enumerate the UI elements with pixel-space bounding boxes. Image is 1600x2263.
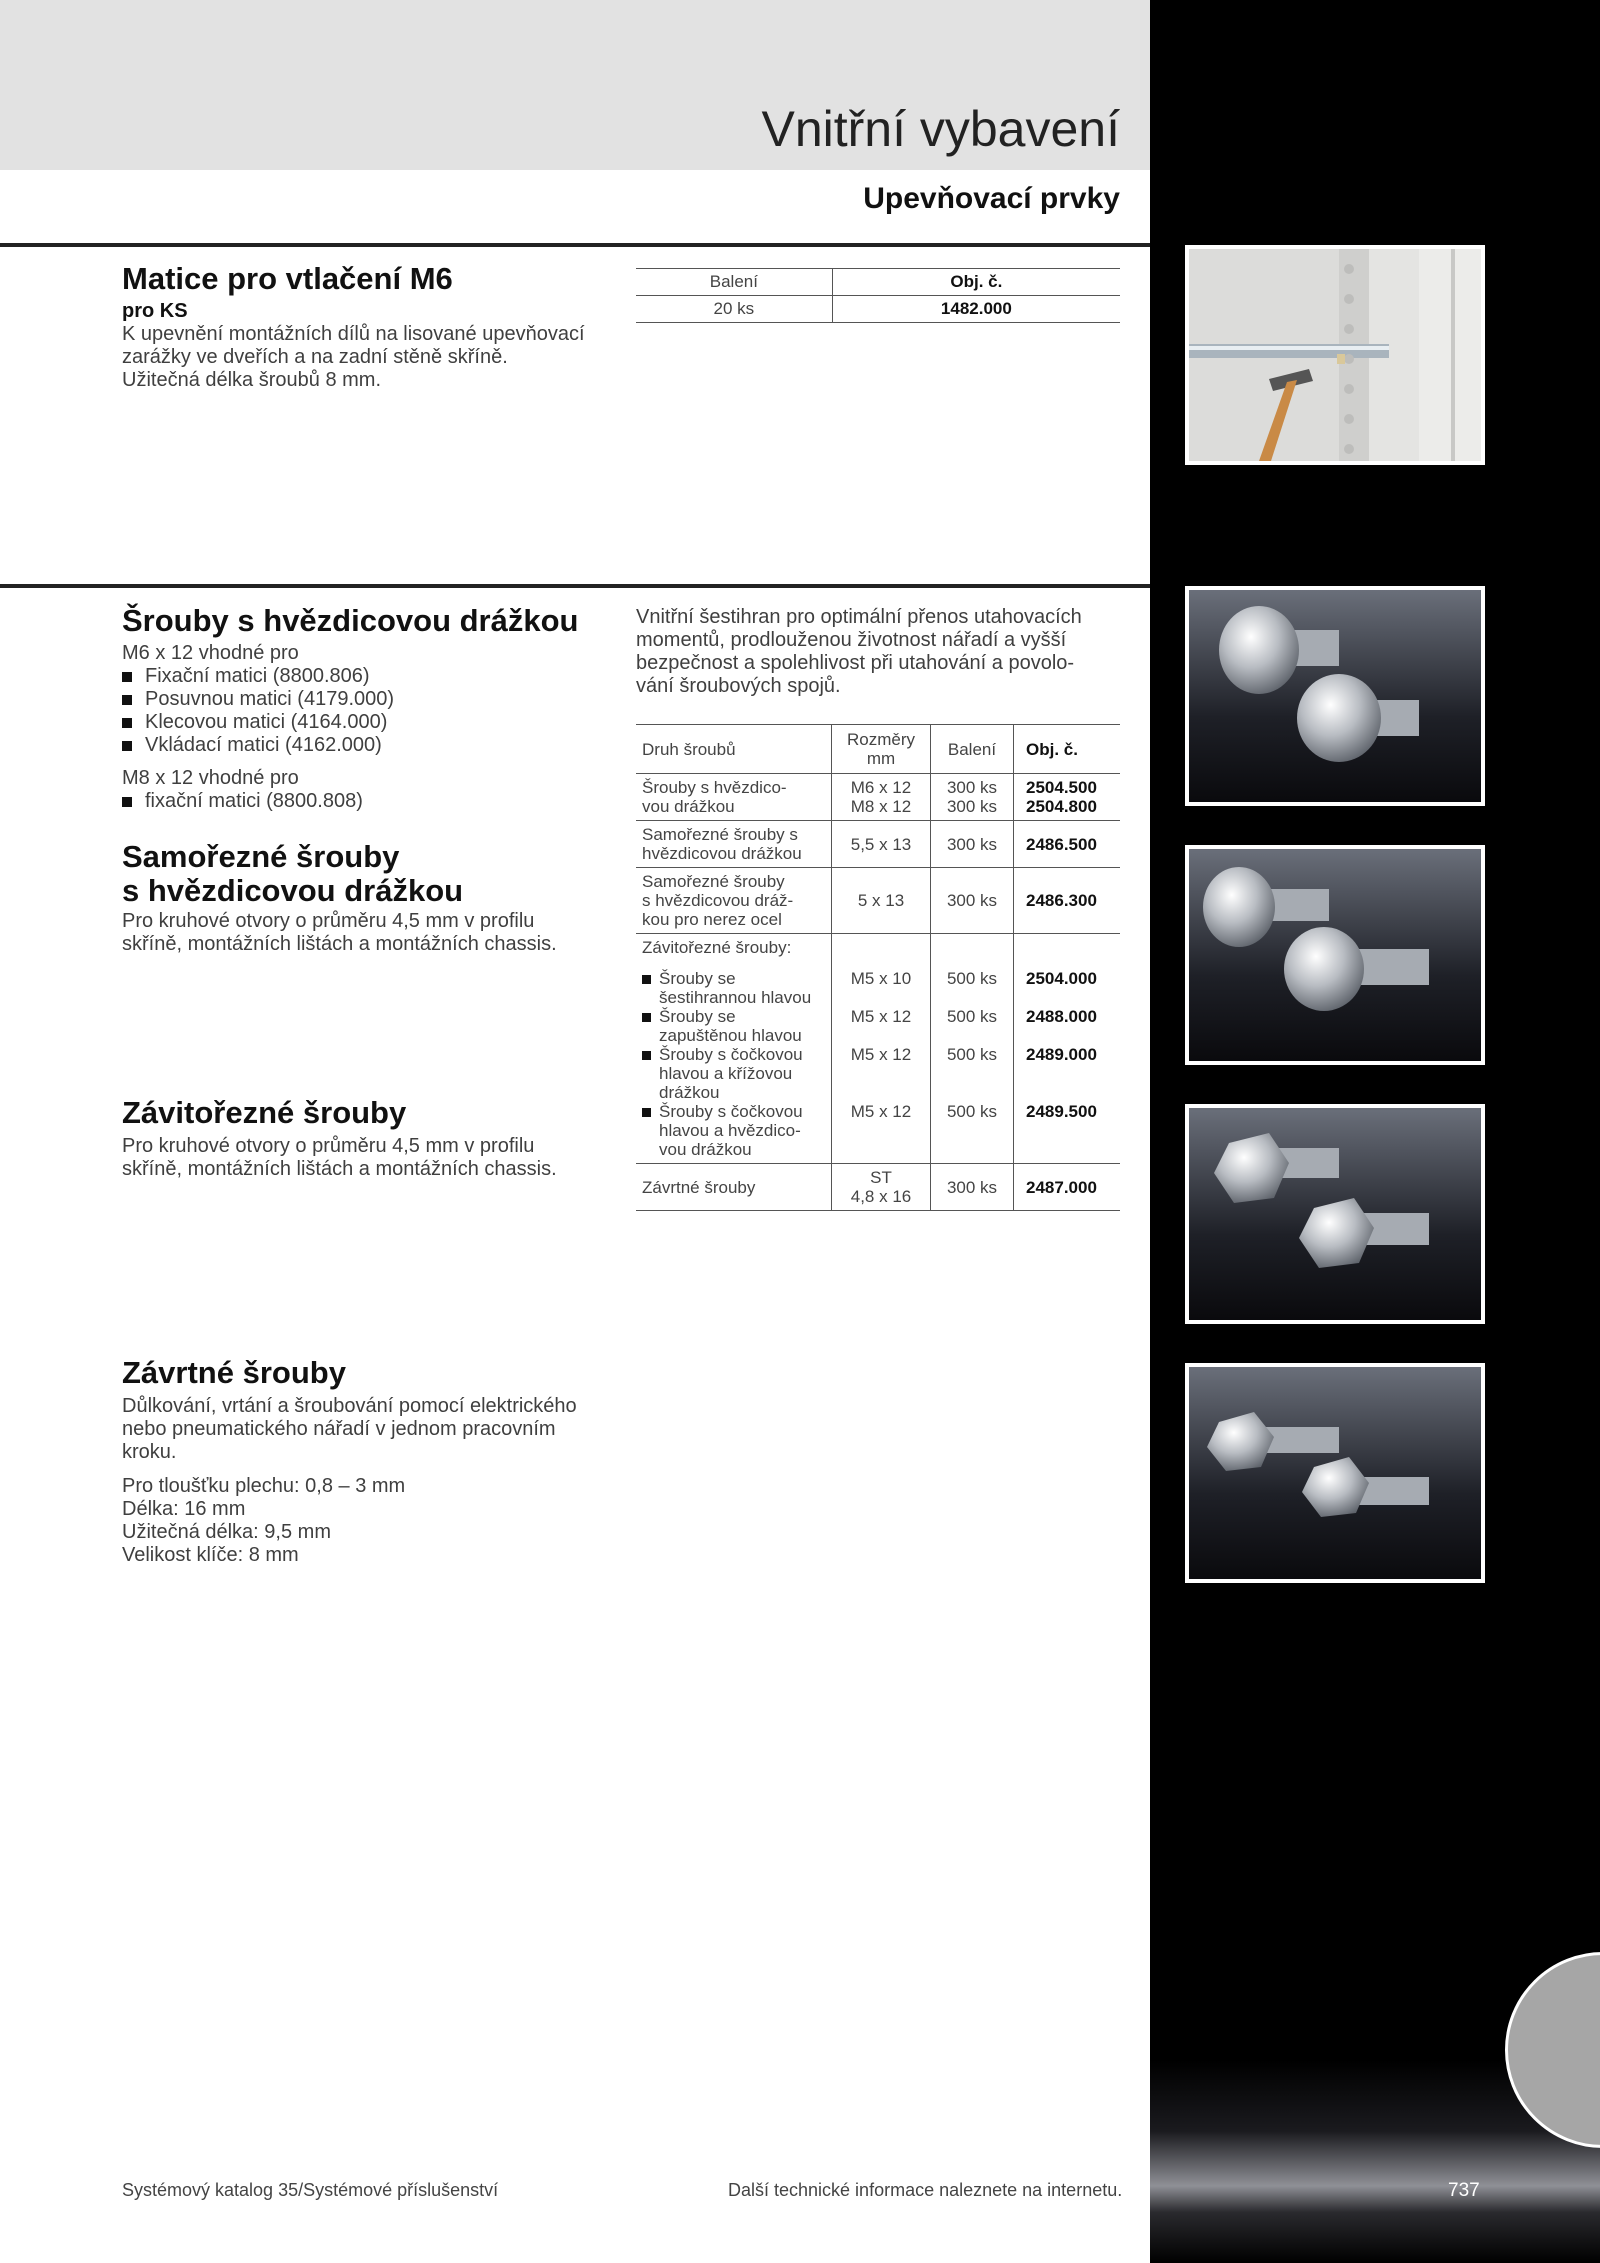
header-cell: Obj. č. [1014, 725, 1121, 774]
thread-cutting-screw-photo [1185, 1104, 1485, 1324]
table-row: Závitořezné šrouby: Šrouby se šestihrannou hlavou Šrouby se zapuštěnou hlavou Šrouby s čočkovou hlavou a křížovou drážkou Šrouby s čočkovou hlavou a hvězdico- vou drážkou M5 x 10 M5 x 12 M5 x 12 M5 x 12 500 ks 500 ks 500 ks 500 ks 2504.000 2488.000 2489.000 2489.500 [636, 934, 1120, 1164]
press-nut-subtitle: pro KS [122, 300, 188, 322]
press-nut-photo [1185, 245, 1485, 465]
compat-intro: M8 x 12 vhodné pro [122, 767, 299, 789]
table-row: Samořezné šrouby s hvězdicovou dráž- kou pro nerez ocel 5 x 13 300 ks 2486.300 [636, 868, 1120, 934]
table-row: Samořezné šrouby s hvězdicovou drážkou 5,5 x 13 300 ks 2486.500 [636, 821, 1120, 868]
press-nut-table [636, 268, 1120, 323]
bullet-icon [122, 672, 132, 682]
section-title-star-screws: Šrouby s hvězdicovou drážkou [122, 603, 579, 638]
self-tapping-screw-photo [1185, 845, 1485, 1065]
desc-line: zarážky ve dveřích a na zadní stěně skříně. [122, 346, 508, 368]
page-title: Vnitřní vybavení [761, 101, 1120, 157]
section-rule-2 [0, 584, 1150, 588]
header-cell: Druh šroubů [636, 725, 832, 774]
table-cell: 1482.000 [832, 296, 1120, 323]
list-item: Vkládací matici (4162.000) [122, 734, 394, 757]
table-cell: 20 ks [636, 296, 832, 323]
section-title-self-tapping: Samořezné šrouby s hvězdicovou drážkou [122, 839, 464, 908]
group-label: Závitořezné šrouby: [642, 938, 792, 957]
header-cell: Balení [636, 269, 832, 296]
footer-catalog: Systémový katalog 35/Systémové příslušenství [122, 2180, 499, 2200]
bullet-icon [642, 1108, 651, 1117]
header-cell: Obj. č. [832, 269, 1120, 296]
hex-socket-intro: Vnitřní šestihran pro optimální přenos utahovacích momentů, prodlouženou životnost nářadí a vyšší bezpečnost a spolehlivost při utahování a povolo- vání šroubových spojů. [636, 606, 1082, 697]
bullet-icon [122, 797, 132, 807]
table-row: Závrtné šrouby ST 4,8 x 16 300 ks 2487.000 [636, 1164, 1120, 1211]
header-cell: Balení [931, 725, 1014, 774]
section-subtitle: Upevňovací prvky [863, 182, 1120, 215]
header-cell: Rozměry mm [832, 725, 931, 774]
list-item: fixační matici (8800.808) [122, 790, 394, 813]
bullet-icon [642, 975, 651, 984]
compat-intro: M6 x 12 vhodné pro [122, 642, 299, 664]
section-title-press-nut: Matice pro vtlačení M6 [122, 261, 453, 296]
bullet-icon [122, 718, 132, 728]
thread-cutting-description: Pro kruhové otvory o průměru 4,5 mm v profilu skříně, montážních lištách a montážních chassis. [122, 1135, 557, 1180]
self-tapping-description: Pro kruhové otvory o průměru 4,5 mm v profilu skříně, montážních lištách a montážních chassis. [122, 910, 557, 955]
bullet-icon [642, 1013, 651, 1022]
section-title-thread-cutting: Závitořezné šrouby [122, 1095, 407, 1130]
drilling-screw-photo [1185, 1363, 1485, 1583]
screw-table [636, 724, 1120, 1211]
list-item: Klecovou matici (4164.000) [122, 711, 394, 734]
bullet-icon [642, 1051, 651, 1060]
footer-info: Další technické informace naleznete na internetu. [728, 2180, 1123, 2200]
list-item: Fixační matici (8800.806) [122, 665, 394, 688]
desc-line: K upevnění montážních dílů na lisované upevňovací [122, 323, 585, 345]
star-screw-photo [1185, 586, 1485, 806]
page-number: 737 [1448, 2180, 1480, 2201]
section-rule-1 [0, 243, 1150, 247]
table-row: Šrouby s hvězdico- vou drážkou M6 x 12 M8 x 12 300 ks 300 ks 2504.500 2504.800 [636, 774, 1120, 821]
drilling-screws-description: Důlkování, vrtání a šroubování pomocí elektrického nebo pneumatického nářadí v jednom pracovním kroku. Pro tloušťku plechu: 0,8 – 3 mm Délka: 16 mm Užitečná délka: 9,5 mm Velikost klíče: 8 mm [122, 1395, 577, 1566]
star-screws-compat [122, 642, 394, 813]
bullet-icon [122, 695, 132, 705]
list-item: Posuvnou matici (4179.000) [122, 688, 394, 711]
section-title-drilling-screws: Závrtné šrouby [122, 1355, 346, 1390]
press-nut-description [122, 300, 585, 392]
desc-line: Užitečná délka šroubů 8 mm. [122, 369, 382, 391]
bullet-icon [122, 741, 132, 751]
cabinet-hammer-image [1189, 249, 1481, 461]
